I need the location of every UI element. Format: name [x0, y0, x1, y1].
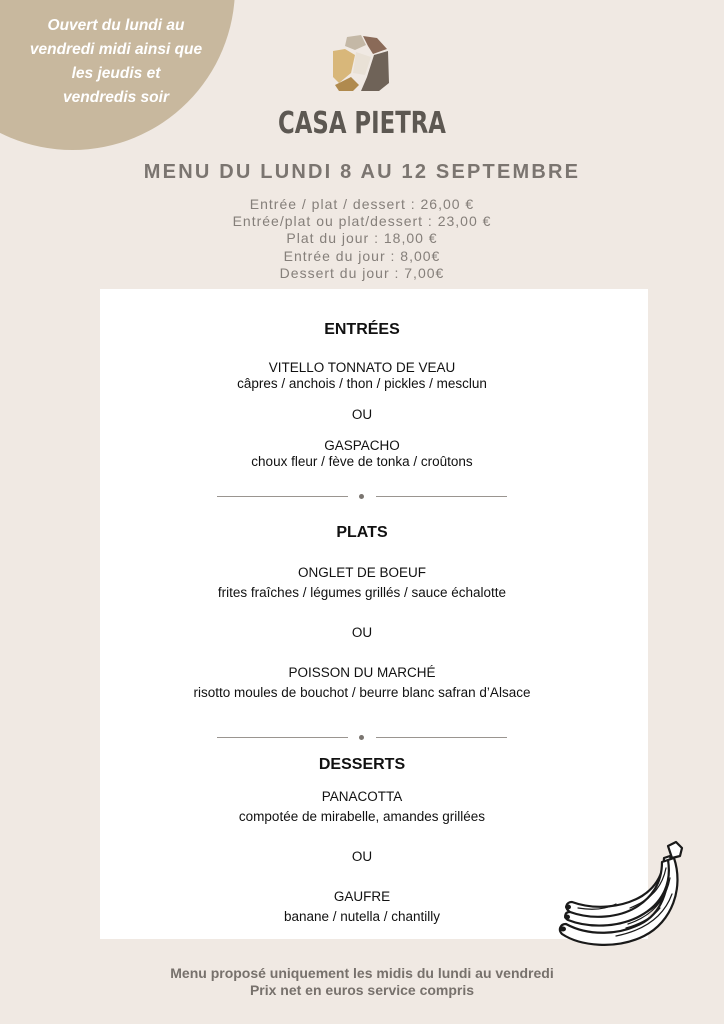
- brand-name: CASA PIETRA: [278, 106, 446, 141]
- footer-note: Prix net en euros service compris: [249, 982, 475, 998]
- stone-mosaic-logo-icon: [333, 33, 389, 91]
- dish-description: choux fleur / fève de tonka / croûtons: [251, 454, 473, 469]
- or-separator: OU: [351, 407, 373, 422]
- dish-name: PANACOTTA: [321, 789, 403, 804]
- menu-title: MENU DU LUNDI 8 AU 12 SEPTEMBRE: [143, 161, 581, 183]
- hours-note-line: vendredis soir: [63, 89, 169, 106]
- price-line: Entrée du jour : 8,00€: [283, 247, 441, 264]
- or-separator: OU: [351, 625, 373, 640]
- dish-name: GAUFRE: [333, 889, 391, 904]
- section-title-desserts: DESSERTS: [318, 756, 406, 773]
- section-title-plats: PLATS: [336, 524, 388, 541]
- hours-note-line: les jeudis et: [71, 65, 161, 82]
- footer-note: Menu proposé uniquement les midis du lundi au vendredi: [170, 965, 554, 981]
- dish-description: compotée de mirabelle, amandes grillées: [238, 809, 486, 824]
- price-line: Entrée/plat ou plat/dessert : 23,00 €: [232, 213, 492, 230]
- dish-description: câpres / anchois / thon / pickles / mesclun: [237, 376, 487, 391]
- price-list: [0, 196, 724, 282]
- dish-description: banane / nutella / chantilly: [283, 909, 441, 924]
- section-divider: [217, 733, 507, 743]
- price-line: Entrée / plat / dessert : 26,00 €: [249, 196, 475, 212]
- price-line: Dessert du jour : 7,00€: [279, 264, 445, 281]
- hours-note-line: vendredi midi ainsi que: [29, 41, 203, 58]
- banana-icon: [556, 838, 688, 956]
- dish-description: risotto moules de bouchot / beurre blanc safran d’Alsace: [193, 685, 531, 700]
- dish-name: POISSON DU MARCHÉ: [288, 665, 436, 680]
- dish-name: VITELLO TONNATO DE VEAU: [268, 360, 456, 375]
- section-title-entrees: ENTRÉES: [324, 321, 400, 338]
- dish-name: GASPACHO: [324, 438, 400, 453]
- hours-note-line: Ouvert du lundi au: [47, 17, 185, 34]
- price-line: Plat du jour : 18,00 €: [286, 230, 438, 247]
- section-divider: [217, 492, 507, 502]
- dish-description: frites fraîches / légumes grillés / sauce échalotte: [217, 585, 507, 600]
- or-separator: OU: [351, 849, 373, 864]
- dish-name: ONGLET DE BOEUF: [297, 565, 427, 580]
- hours-note: [6, 14, 226, 110]
